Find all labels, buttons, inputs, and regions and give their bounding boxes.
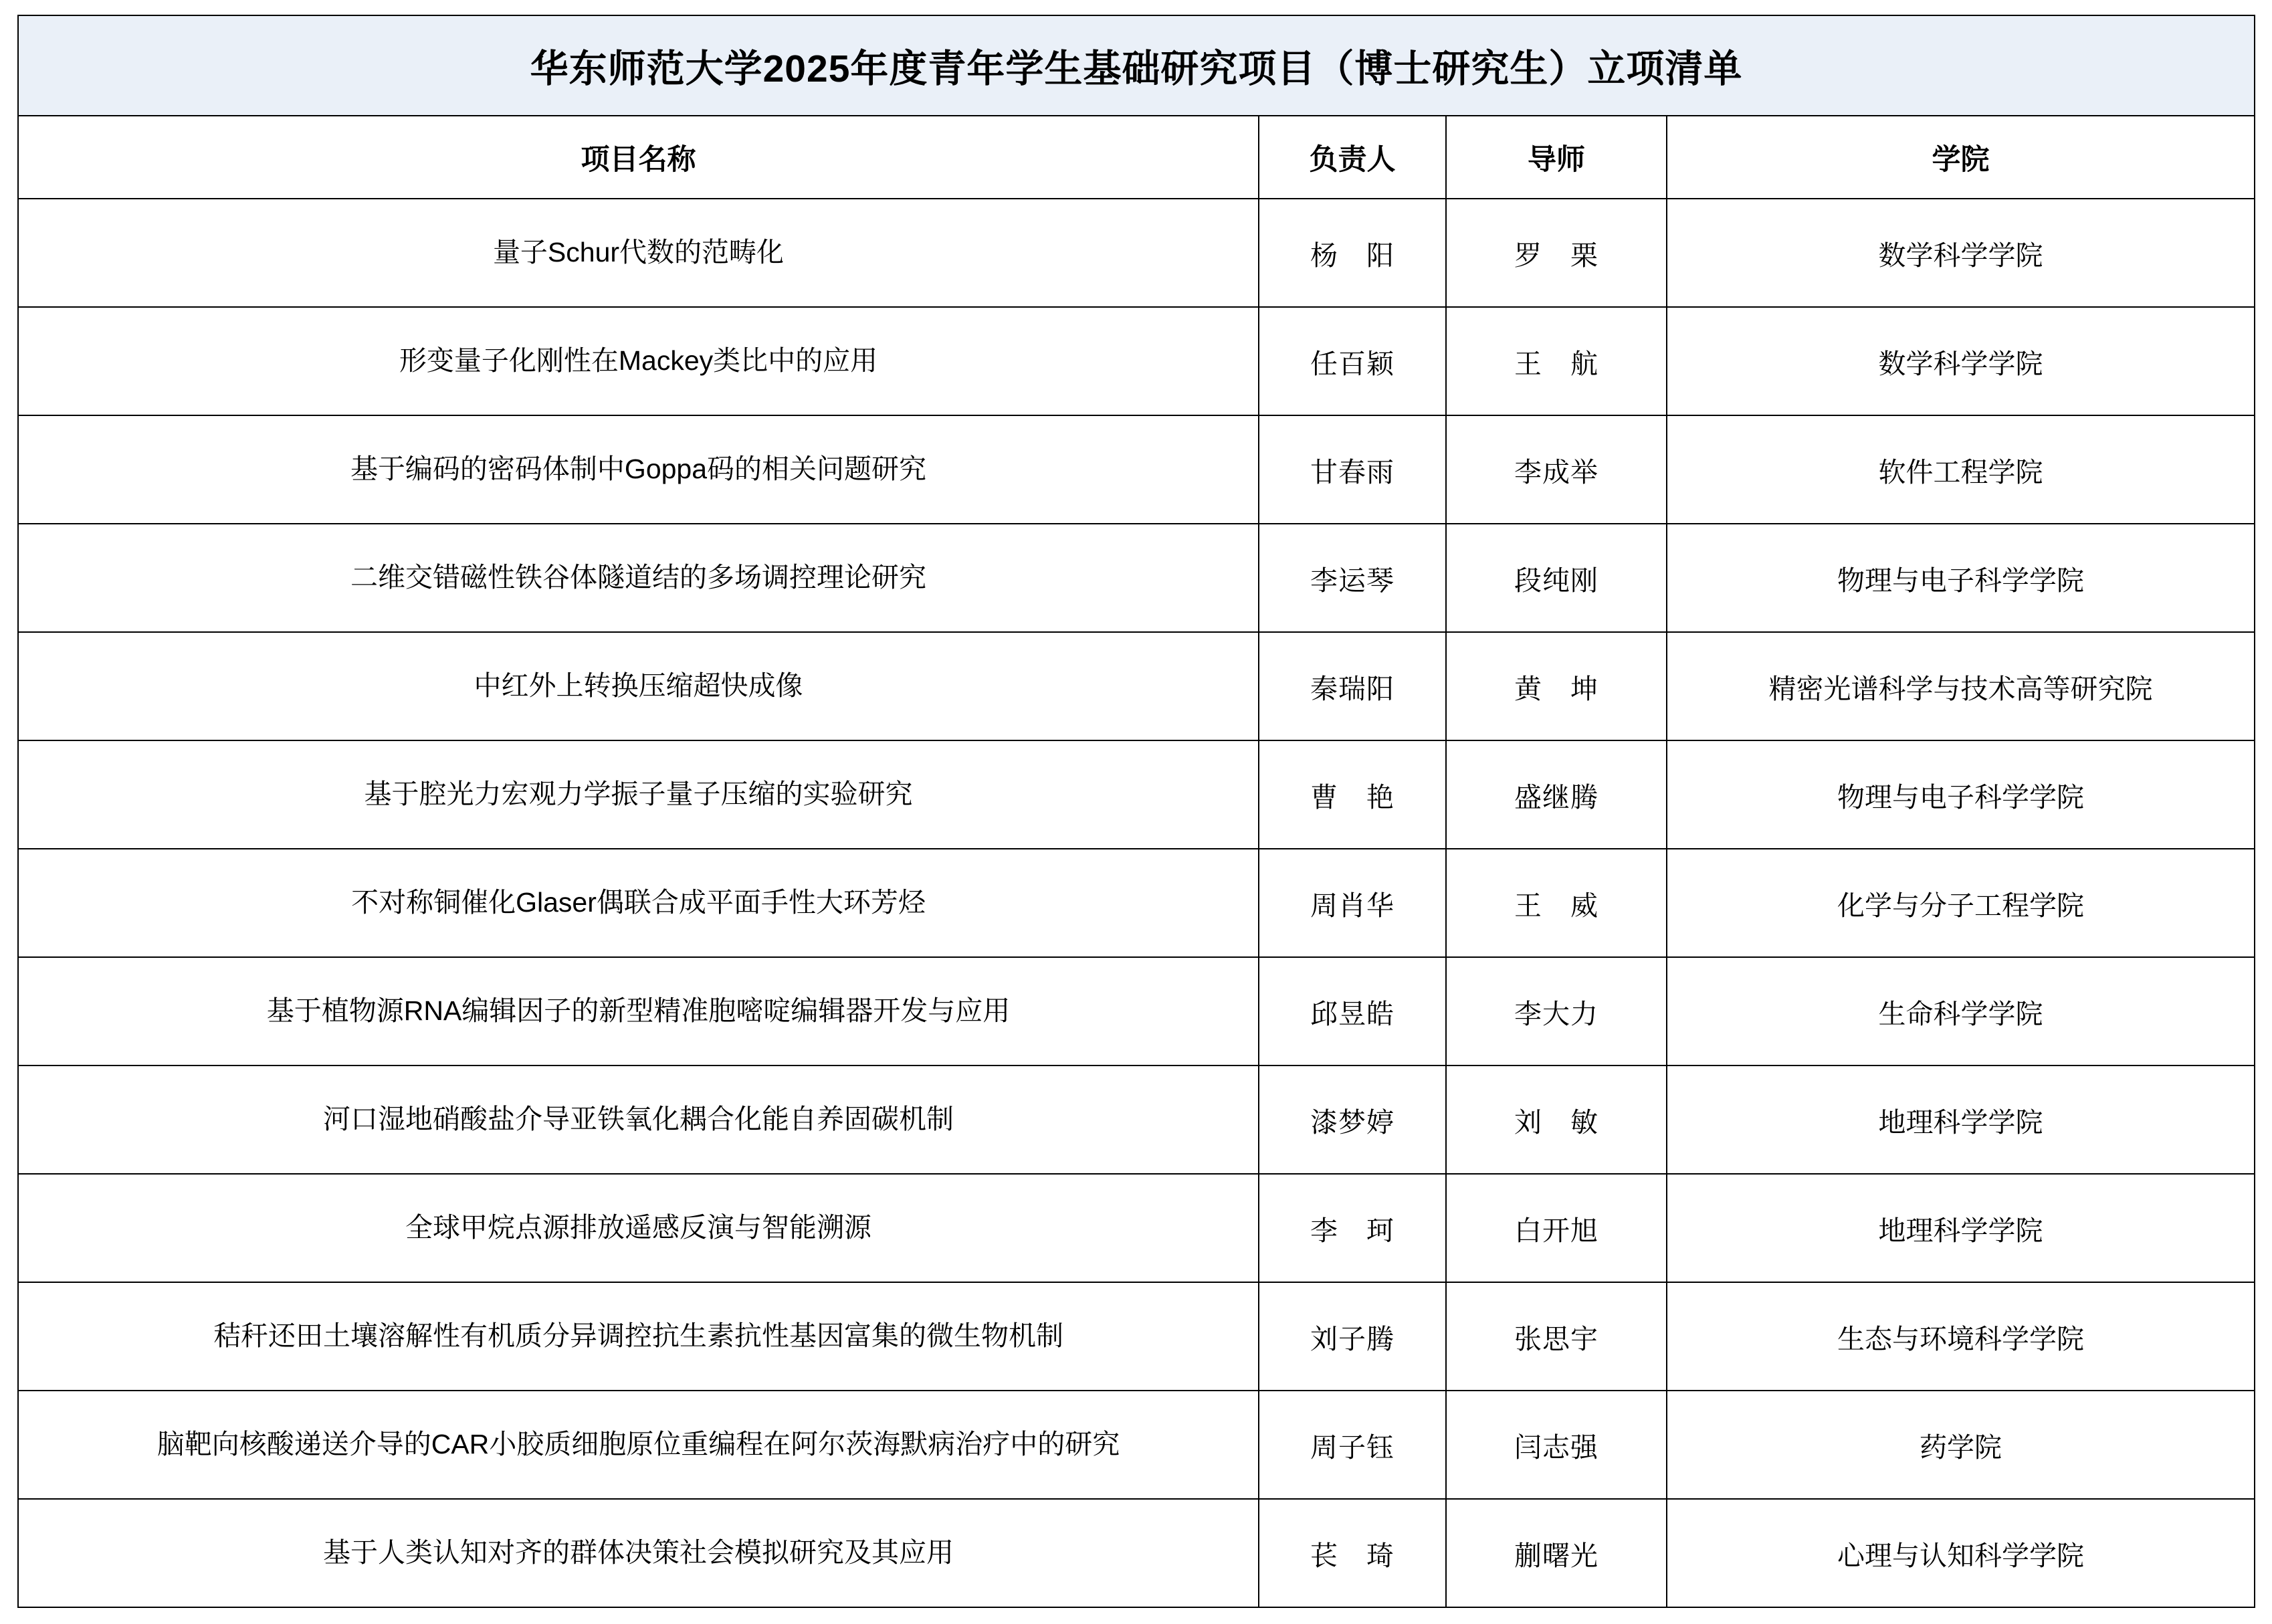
cell-advisor: 王 航 [1446,307,1667,415]
table-row [18,740,2255,849]
cell-school: 数学科学学院 [1667,307,2255,415]
cell-advisor: 闫志强 [1446,1391,1667,1499]
cell-project: 不对称铜催化Glaser偶联合成平面手性大环芳烃 [18,849,1259,957]
table-title-row [18,15,2255,116]
cell-advisor: 白开旭 [1446,1174,1667,1282]
cell-leader: 苌 琦 [1259,1499,1446,1607]
cell-project: 基于编码的密码体制中Goppa码的相关问题研究 [18,415,1259,524]
column-header-leader: 负责人 [1259,116,1446,199]
table-row [18,415,2255,524]
cell-school: 心理与认知科学学院 [1667,1499,2255,1607]
cell-leader: 甘春雨 [1259,415,1446,524]
cell-advisor: 黄 坤 [1446,632,1667,740]
cell-school: 物理与电子科学学院 [1667,524,2255,632]
cell-advisor: 盛继腾 [1446,740,1667,849]
cell-leader: 秦瑞阳 [1259,632,1446,740]
column-header-project: 项目名称 [18,116,1259,199]
cell-leader: 邱昱皓 [1259,957,1446,1065]
cell-project: 河口湿地硝酸盐介导亚铁氧化耦合化能自养固碳机制 [18,1065,1259,1174]
cell-leader: 杨 阳 [1259,199,1446,307]
cell-project: 中红外上转换压缩超快成像 [18,632,1259,740]
table-row [18,1174,2255,1282]
cell-school: 生命科学学院 [1667,957,2255,1065]
table-row [18,849,2255,957]
cell-project: 基于人类认知对齐的群体决策社会模拟研究及其应用 [18,1499,1259,1607]
cell-advisor: 刘 敏 [1446,1065,1667,1174]
table-row [18,1499,2255,1607]
document-title: 华东师范大学2025年度青年学生基础研究项目（博士研究生）立项清单 [18,15,2255,116]
cell-leader: 曹 艳 [1259,740,1446,849]
cell-school: 数学科学学院 [1667,199,2255,307]
cell-school: 地理科学学院 [1667,1174,2255,1282]
table-row [18,524,2255,632]
cell-project: 基于腔光力宏观力学振子量子压缩的实验研究 [18,740,1259,849]
table-row [18,1391,2255,1499]
cell-school: 药学院 [1667,1391,2255,1499]
cell-leader: 周肖华 [1259,849,1446,957]
cell-advisor: 李大力 [1446,957,1667,1065]
cell-advisor: 蒯曙光 [1446,1499,1667,1607]
cell-school: 精密光谱科学与技术高等研究院 [1667,632,2255,740]
table-row [18,632,2255,740]
cell-school: 化学与分子工程学院 [1667,849,2255,957]
cell-leader: 刘子腾 [1259,1282,1446,1391]
cell-advisor: 张思宇 [1446,1282,1667,1391]
table-row [18,1065,2255,1174]
cell-project: 二维交错磁性铁谷体隧道结的多场调控理论研究 [18,524,1259,632]
cell-leader: 李 珂 [1259,1174,1446,1282]
table-row [18,307,2255,415]
cell-advisor: 罗 栗 [1446,199,1667,307]
table-row [18,1282,2255,1391]
cell-project: 基于植物源RNA编辑因子的新型精准胞嘧啶编辑器开发与应用 [18,957,1259,1065]
cell-advisor: 李成举 [1446,415,1667,524]
table-header-row [18,116,2255,199]
cell-advisor: 王 威 [1446,849,1667,957]
cell-project: 秸秆还田土壤溶解性有机质分异调控抗生素抗性基因富集的微生物机制 [18,1282,1259,1391]
cell-school: 物理与电子科学学院 [1667,740,2255,849]
column-header-school: 学院 [1667,116,2255,199]
cell-leader: 周子钰 [1259,1391,1446,1499]
cell-project: 全球甲烷点源排放遥感反演与智能溯源 [18,1174,1259,1282]
cell-leader: 任百颖 [1259,307,1446,415]
cell-project: 形变量子化刚性在Mackey类比中的应用 [18,307,1259,415]
project-listing-table [17,15,2255,1608]
table-row [18,199,2255,307]
cell-school: 软件工程学院 [1667,415,2255,524]
cell-project: 脑靶向核酸递送介导的CAR小胶质细胞原位重编程在阿尔茨海默病治疗中的研究 [18,1391,1259,1499]
cell-school: 生态与环境科学学院 [1667,1282,2255,1391]
cell-leader: 李运琴 [1259,524,1446,632]
table-row [18,957,2255,1065]
column-header-advisor: 导师 [1446,116,1667,199]
cell-project: 量子Schur代数的范畴化 [18,199,1259,307]
cell-leader: 漆梦婷 [1259,1065,1446,1174]
cell-advisor: 段纯刚 [1446,524,1667,632]
cell-school: 地理科学学院 [1667,1065,2255,1174]
